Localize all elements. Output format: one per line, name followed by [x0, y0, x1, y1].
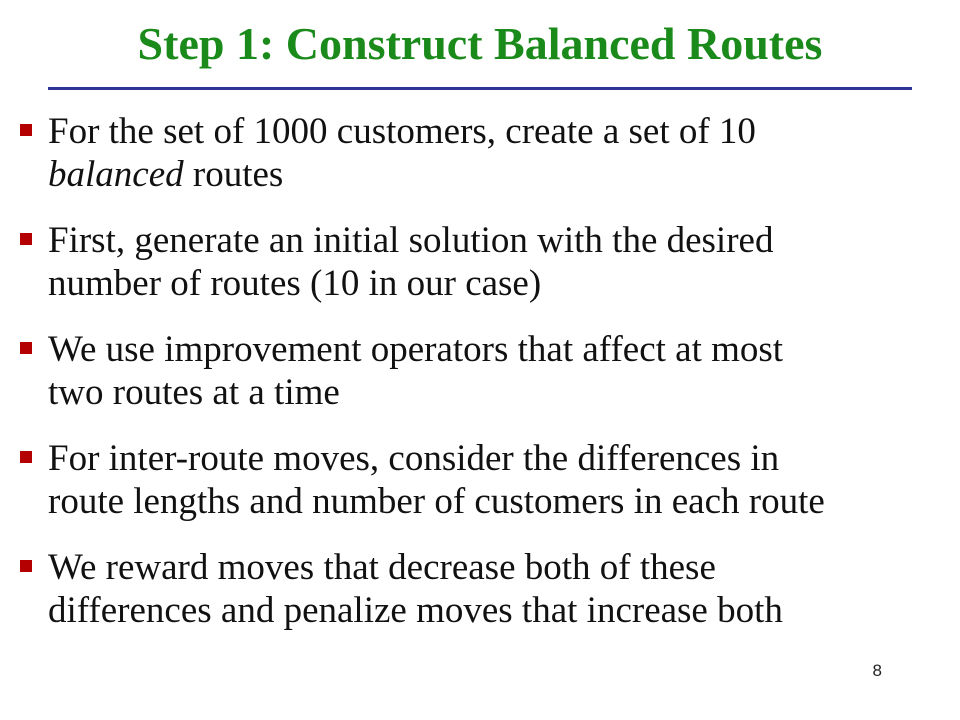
square-bullet-icon [20, 124, 32, 136]
bullet-line: differences and penalize moves that increase both [48, 590, 783, 631]
square-bullet-icon [20, 342, 32, 354]
bullet-item [16, 219, 951, 305]
bullet-item [16, 110, 951, 196]
bullet-list [16, 110, 951, 655]
bullet-line-rest: routes [183, 154, 284, 195]
bullet-line [48, 153, 951, 196]
bullet-line: For the set of 1000 customers, create a set of 10 [48, 111, 756, 152]
title-underline [48, 87, 912, 90]
page-number: 8 [872, 661, 882, 680]
emphasis-text: balanced [48, 154, 184, 195]
bullet-item [16, 328, 951, 414]
bullet-line: two routes at a time [48, 372, 340, 413]
square-bullet-icon [20, 560, 32, 572]
slide-title: Step 1: Construct Balanced Routes [137, 18, 823, 69]
square-bullet-icon [20, 233, 32, 245]
bullet-line: number of routes (10 in our case) [48, 263, 542, 304]
bullet-line: route lengths and number of customers in each route [48, 481, 825, 522]
bullet-line: For inter-route moves, consider the differences in [48, 438, 780, 479]
bullet-item [16, 437, 951, 523]
bullet-item [16, 546, 951, 632]
square-bullet-icon [20, 451, 32, 463]
bullet-line: We use improvement operators that affect at most [48, 329, 784, 370]
bullet-line: First, generate an initial solution with the desired [48, 220, 774, 261]
bullet-line: We reward moves that decrease both of these [48, 547, 716, 588]
